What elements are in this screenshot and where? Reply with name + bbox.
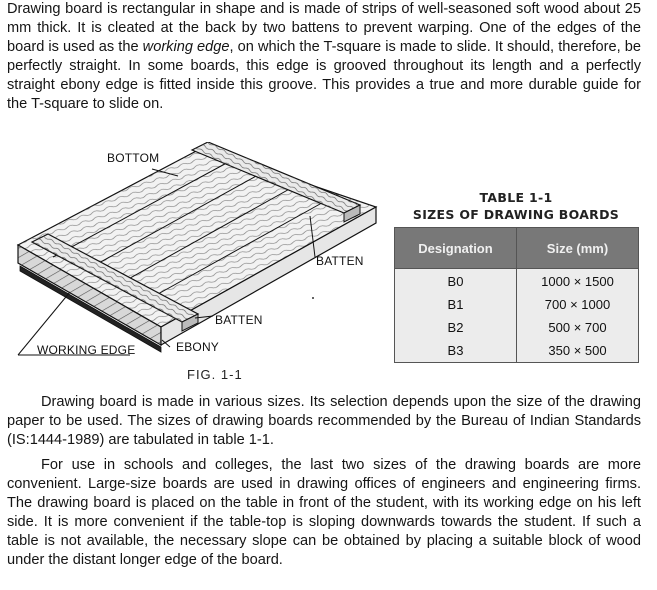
header-designation: Designation	[395, 228, 517, 269]
usage-paragraph: For use in schools and colleges, the last two sizes of the drawing boards are more convenient. Large-size boards are used in drawing offices of engineers and engineering firms. The drawing board is placed on the table in front of the student, with its working edge on his left side. It is more convenient if the table-top is sloping downwards towards the student. If such a table is not available, the necessary slope can be obtained by placing a suitable block of wood under the distant longer edge of the board.	[7, 457, 641, 568]
table-row	[395, 293, 639, 316]
cell-size: 700 × 1000	[517, 293, 639, 316]
cell-size: 500 × 700	[517, 316, 639, 339]
working-edge-emphasis: working edge	[142, 39, 230, 55]
drawing-board-figure	[10, 142, 380, 374]
cell-designation: B2	[395, 316, 517, 339]
cell-size: 1000 × 1500	[517, 269, 639, 294]
cell-size: 350 × 500	[517, 339, 639, 363]
table-number: TABLE 1-1	[479, 190, 553, 205]
intro-text-end: , on which the T-square is made to slide. It should, therefore, be perfectly straight. In some boards, this edge is grooved throughout its length and a perfectly straight ebony edge is fitted inside this groove. This provides a true and more durable guide for the T-square to slide on.	[7, 39, 641, 112]
table-caption: SIZES OF DRAWING BOARDS	[412, 207, 620, 222]
table-row	[395, 316, 639, 339]
table-row	[395, 269, 639, 294]
drawing-board-sizes-table	[394, 227, 639, 363]
cell-designation: B3	[395, 339, 517, 363]
label-working-edge: WORKING EDGE	[37, 343, 136, 357]
label-bottom: BOTTOM	[107, 151, 160, 165]
intro-paragraph	[7, 0, 641, 114]
table-title	[398, 189, 634, 223]
label-ebony: EBONY	[176, 340, 220, 354]
table-header-row	[395, 228, 639, 269]
cell-designation: B1	[395, 293, 517, 316]
stray-dot	[312, 297, 314, 299]
intro-text-start: Drawing board is rectangular in shape and is made of strips of well-seasoned soft wood about 25 mm thick. It is cleated at the back by two battens to prevent warping. One of the edges of the board is used as the	[7, 1, 641, 55]
sizes-paragraph: Drawing board is made in various sizes. Its selection depends upon the size of the drawing paper to be used. The sizes of drawing boards recommended by the Bureau of Indian Standards (IS:1444-1989) are tabulated in table 1-1.	[7, 394, 641, 448]
figure-caption: FIG. 1-1	[187, 367, 243, 382]
cell-designation: B0	[395, 269, 517, 294]
label-batten-front: BATTEN	[215, 313, 263, 327]
header-size: Size (mm)	[517, 228, 639, 269]
table-row	[395, 339, 639, 363]
label-batten-right: BATTEN	[316, 254, 364, 268]
